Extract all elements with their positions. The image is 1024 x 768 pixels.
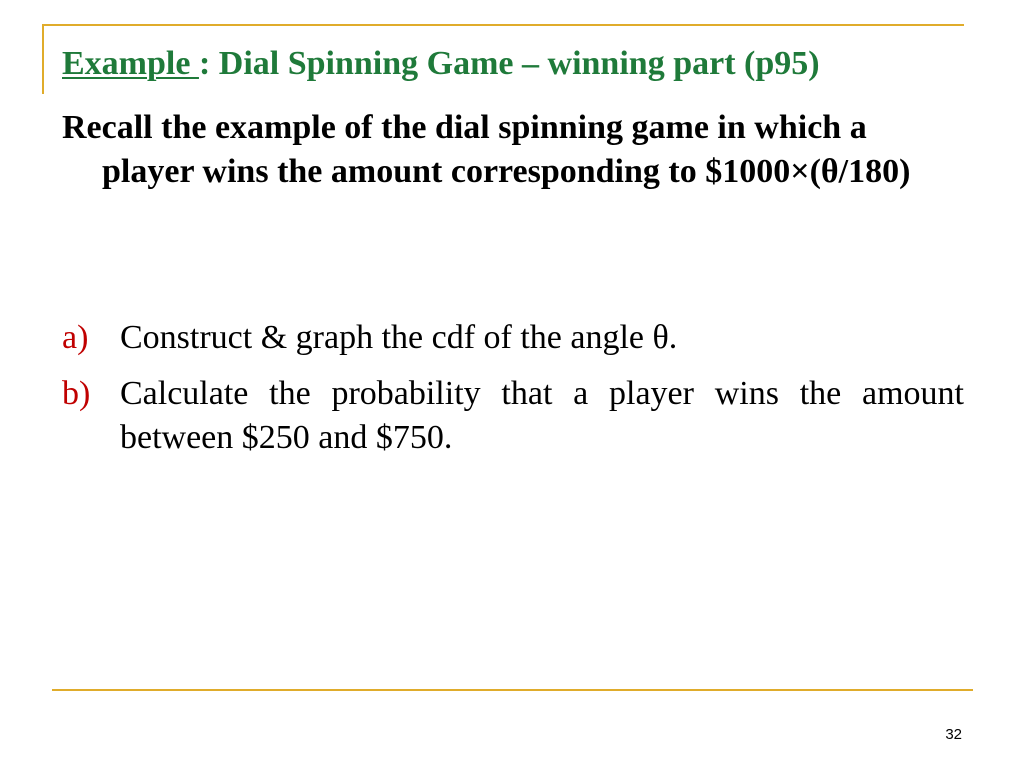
frame-bottom-line [52, 689, 973, 691]
question-item-b [62, 372, 964, 460]
frame-top-line [42, 24, 964, 26]
list-item-text: Construct & graph the cdf of the angle θ. [120, 319, 678, 356]
title-prefix: Example [62, 45, 199, 82]
list-item-text: Calculate the probability that a player wins the amount between $250 and $750. [120, 375, 964, 456]
intro-paragraph: Recall the example of the dial spinning game in which a player wins the amount corresponding to $1000×(θ/180) [62, 109, 911, 190]
title-rest: : Dial Spinning Game – winning part (p95) [198, 45, 820, 82]
question-item-a [62, 316, 964, 360]
list-marker: b) [62, 375, 91, 412]
list-marker: a) [62, 319, 89, 356]
slide-title [62, 40, 820, 88]
page-number: 32 [945, 726, 962, 743]
question-list [62, 316, 964, 472]
frame-left-line [42, 24, 44, 94]
